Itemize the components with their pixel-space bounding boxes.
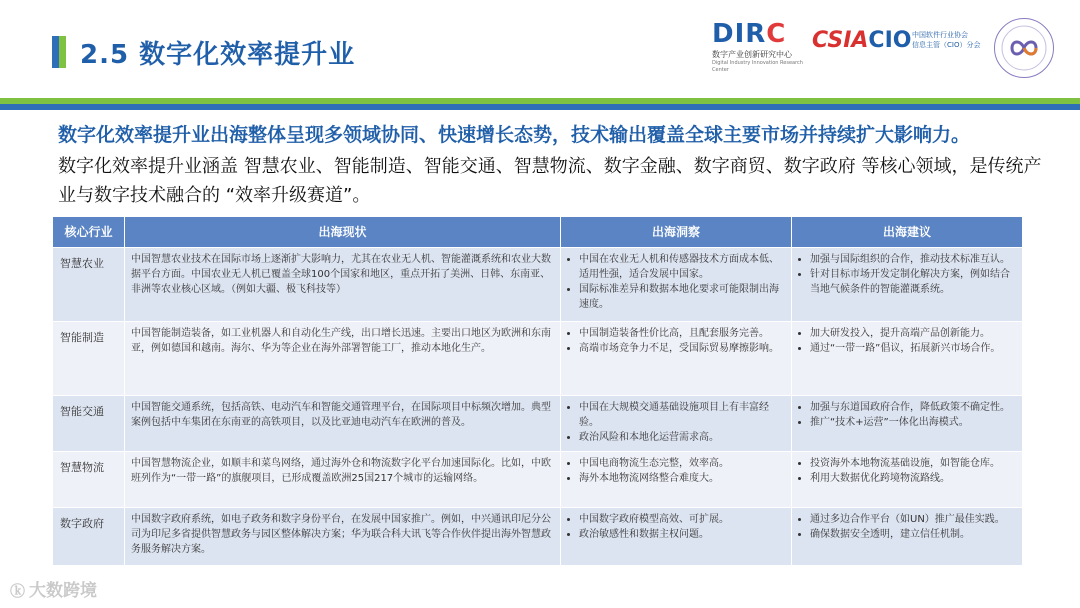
insights-cell (561, 508, 792, 566)
column-header-industry: 核心行业 (53, 217, 125, 248)
status-cell: 中国智慧物流企业，如顺丰和菜鸟网络，通过海外仓和物流数字化平台加速国际化。比如，中欧班列作为“一带一路”的旗舰项目，已形成覆盖欧洲25国217个城市的运输网络。 (125, 452, 561, 508)
association-seal-icon (994, 18, 1054, 78)
column-header-status: 出海现状 (125, 217, 561, 248)
column-header-insights: 出海洞察 (561, 217, 792, 248)
lead-statement: 数字化效率提升业出海整体呈现多领域协同、快速增长态势，技术输出覆盖全球主要市场并持续扩大影响力。 (58, 124, 971, 146)
insights-cell (561, 452, 792, 508)
advice-cell (792, 322, 1023, 396)
insights-cell (561, 248, 792, 322)
table-row (53, 508, 1023, 566)
status-cell: 中国智能交通系统，包括高铁、电动汽车和智能交通管理平台，在国际项目中标频次增加。典型案例包括中车集团在东南亚的高铁项目，以及比亚迪电动汽车在欧洲的普及。 (125, 396, 561, 452)
insight-item: • 政治敏感性和数据主权问题。 (579, 527, 785, 542)
industry-cell: 智能交通 (53, 396, 125, 452)
advice-item: • 确保数据安全透明，建立信任机制。 (810, 527, 1016, 542)
insight-item: • 中国电商物流生态完整，效率高。 (579, 456, 785, 471)
insight-item: • 中国数字政府模型高效、可扩展。 (579, 512, 785, 527)
intro-paragraph: 数字化效率提升业涵盖 智慧农业、智能制造、智能交通、智慧物流、数字金融、数字商贸、数字政府 等核心领域，是传统产业与数字技术融合的 “效率升级赛道”。 (58, 156, 1042, 206)
advice-item: • 投资海外本地物流基础设施，如智能仓库。 (810, 456, 1016, 471)
advice-cell (792, 396, 1023, 452)
table-row (53, 248, 1023, 322)
insight-item: • 国际标准差异和数据本地化要求可能限制出海速度。 (579, 282, 785, 312)
header-divider-band (0, 98, 1080, 110)
page-title: 2.5 数字化效率提升业 (80, 40, 356, 70)
insight-item: • 中国在大规模交通基础设施项目上有丰富经验。 (579, 400, 785, 430)
insight-item: • 高端市场竞争力不足，受国际贸易摩擦影响。 (579, 341, 785, 356)
advice-item: • 针对目标市场开发定制化解决方案，例如结合当地气候条件的智能灌溉系统。 (810, 267, 1016, 297)
insight-item: • 中国制造装备性价比高，且配套服务完善。 (579, 326, 785, 341)
advice-item: • 利用大数据优化跨境物流路线。 (810, 471, 1016, 486)
watermark: ⓚ 大数跨境 (10, 581, 98, 601)
title-accent-bar (52, 36, 66, 68)
advice-item: • 推广“技术+运营”一体化出海模式。 (810, 415, 1016, 430)
industry-cell: 智能制造 (53, 322, 125, 396)
status-cell: 中国数字政府系统，如电子政务和数字身份平台，在发展中国家推广。例如，中兴通讯印尼分公司为印尼多省提供智慧政务与园区整体解决方案；华为联合科大讯飞等合作伙伴提出海外智慧政务服务解决方案。 (125, 508, 561, 566)
advice-cell (792, 248, 1023, 322)
advice-item: • 加强与国际组织的合作，推动技术标准互认。 (810, 252, 1016, 267)
logo-group (712, 18, 1072, 78)
status-cell: 中国智能制造装备，如工业机器人和自动化生产线，出口增长迅速。主要出口地区为欧洲和东南亚，例如德国和越南。海尔、华为等企业在海外部署智能工厂，推动本地化生产。 (125, 322, 561, 396)
insight-item: • 海外本地物流网络整合难度大。 (579, 471, 785, 486)
csia-cio-subtitle: 中国软件行业协会 信息主管（CIO）分会 (912, 31, 981, 49)
insight-item: • 政治风险和本地化运营需求高。 (579, 430, 785, 445)
column-header-advice: 出海建议 (792, 217, 1023, 248)
table-row (53, 396, 1023, 452)
table-header-row (53, 217, 1023, 248)
dirc-logo: DIRC 数字产业创新研究中心 Digital Industry Innovation Research Center (712, 19, 803, 73)
industry-cell: 数字政府 (53, 508, 125, 566)
industry-cell: 智慧农业 (53, 248, 125, 322)
advice-cell (792, 452, 1023, 508)
status-cell: 中国智慧农业技术在国际市场上逐渐扩大影响力，尤其在农业无人机、智能灌溉系统和农业大数据平台方面。中国农业无人机已覆盖全球100个国家和地区，重点开拓了美洲、日韩、东南亚、非洲等农业核心区域。（例如大疆、极飞科技等） (125, 248, 561, 322)
advice-cell (792, 508, 1023, 566)
csia-cio-logo: CSIACIO (812, 28, 912, 53)
table-row (53, 322, 1023, 396)
industry-table (52, 216, 1023, 566)
industry-cell: 智慧物流 (53, 452, 125, 508)
advice-item: • 加强与东道国政府合作，降低政策不确定性。 (810, 400, 1016, 415)
advice-item: • 通过多边合作平台（如UN）推广最佳实践。 (810, 512, 1016, 527)
table-row (53, 452, 1023, 508)
slide-header (0, 0, 1080, 100)
insights-cell (561, 322, 792, 396)
insights-cell (561, 396, 792, 452)
advice-item: • 通过“一带一路”倡议，拓展新兴市场合作。 (810, 341, 1016, 356)
watermark-logo-icon: ⓚ (10, 582, 26, 600)
advice-item: • 加大研发投入，提升高端产品创新能力。 (810, 326, 1016, 341)
insight-item: • 中国在农业无人机和传感器技术方面成本低、适用性强，适合发展中国家。 (579, 252, 785, 282)
